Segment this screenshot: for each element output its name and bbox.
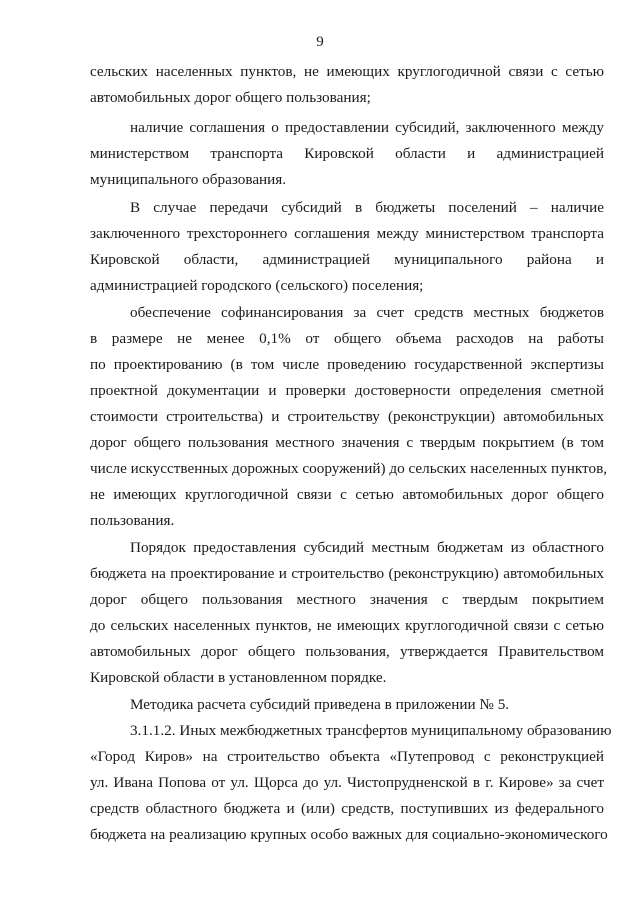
text-line: обеспечение софинансирования за счет средств местных бюджетов (130, 304, 604, 321)
text-line: до сельских населенных пунктов, не имеющих круглогодичной связи с сетью (90, 617, 604, 634)
text-line: министерством транспорта Кировской области и администрацией (90, 145, 604, 162)
text-line: заключенного трехстороннего соглашения между министерством транспорта (90, 225, 604, 242)
text-line: Кировской области, администрацией муниципального района и (90, 251, 604, 268)
text-line: дорог общего пользования местного значения с твердым покрытием (в том (90, 434, 604, 451)
text-line: «Город Киров» на строительство объекта «Путепровод с реконструкцией (90, 748, 604, 765)
text-line: не имеющих круглогодичной связи с сетью автомобильных дорог общего (90, 486, 604, 503)
text-line: бюджета на реализацию крупных особо важных для социально-экономического (90, 826, 608, 843)
text-line: стоимости строительства) и строительству (реконструкции) автомобильных (90, 408, 604, 425)
text-line: наличие соглашения о предоставлении субсидий, заключенного между (130, 119, 604, 136)
text-line: средств областного бюджета и (или) средств, поступивших из федерального (90, 800, 604, 817)
text-line: администрацией городского (сельского) поселения; (90, 277, 424, 294)
text-line: автомобильных дорог общего пользования, утверждается Правительством (90, 643, 604, 660)
text-line: бюджета на проектирование и строительство (реконструкцию) автомобильных (90, 565, 604, 582)
text-line: по проектированию (в том числе проведению государственной экспертизы (90, 356, 604, 373)
text-line: проектной документации и проверки достоверности определения сметной (90, 382, 604, 399)
text-line: Методика расчета субсидий приведена в приложении № 5. (130, 696, 510, 713)
page-number: 9 (316, 34, 324, 50)
text-line: муниципального образования. (90, 171, 287, 188)
text-line: ул. Ивана Попова от ул. Щорса до ул. Чистопрудненской в г. Кирове» за счет (90, 774, 604, 791)
text-line: числе искусственных дорожных сооружений) до сельских населенных пунктов, (90, 460, 608, 477)
text-line: 3.1.1.2. Иных межбюджетных трансфертов муниципальному образованию (130, 722, 612, 739)
text-line: Кировской области в установленном порядке. (90, 669, 387, 686)
text-line: сельских населенных пунктов, не имеющих круглогодичной связи с сетью (90, 63, 604, 80)
text-line: В случае передачи субсидий в бюджеты поселений – наличие (130, 199, 604, 216)
text-line: Порядок предоставления субсидий местным бюджетам из областного (130, 539, 604, 556)
text-line: автомобильных дорог общего пользования; (90, 89, 371, 106)
text-line: дорог общего пользования местного значения с твердым покрытием (90, 591, 604, 608)
text-line: в размере не менее 0,1% от общего объема расходов на работы (90, 330, 604, 347)
text-line: пользования. (90, 512, 175, 529)
